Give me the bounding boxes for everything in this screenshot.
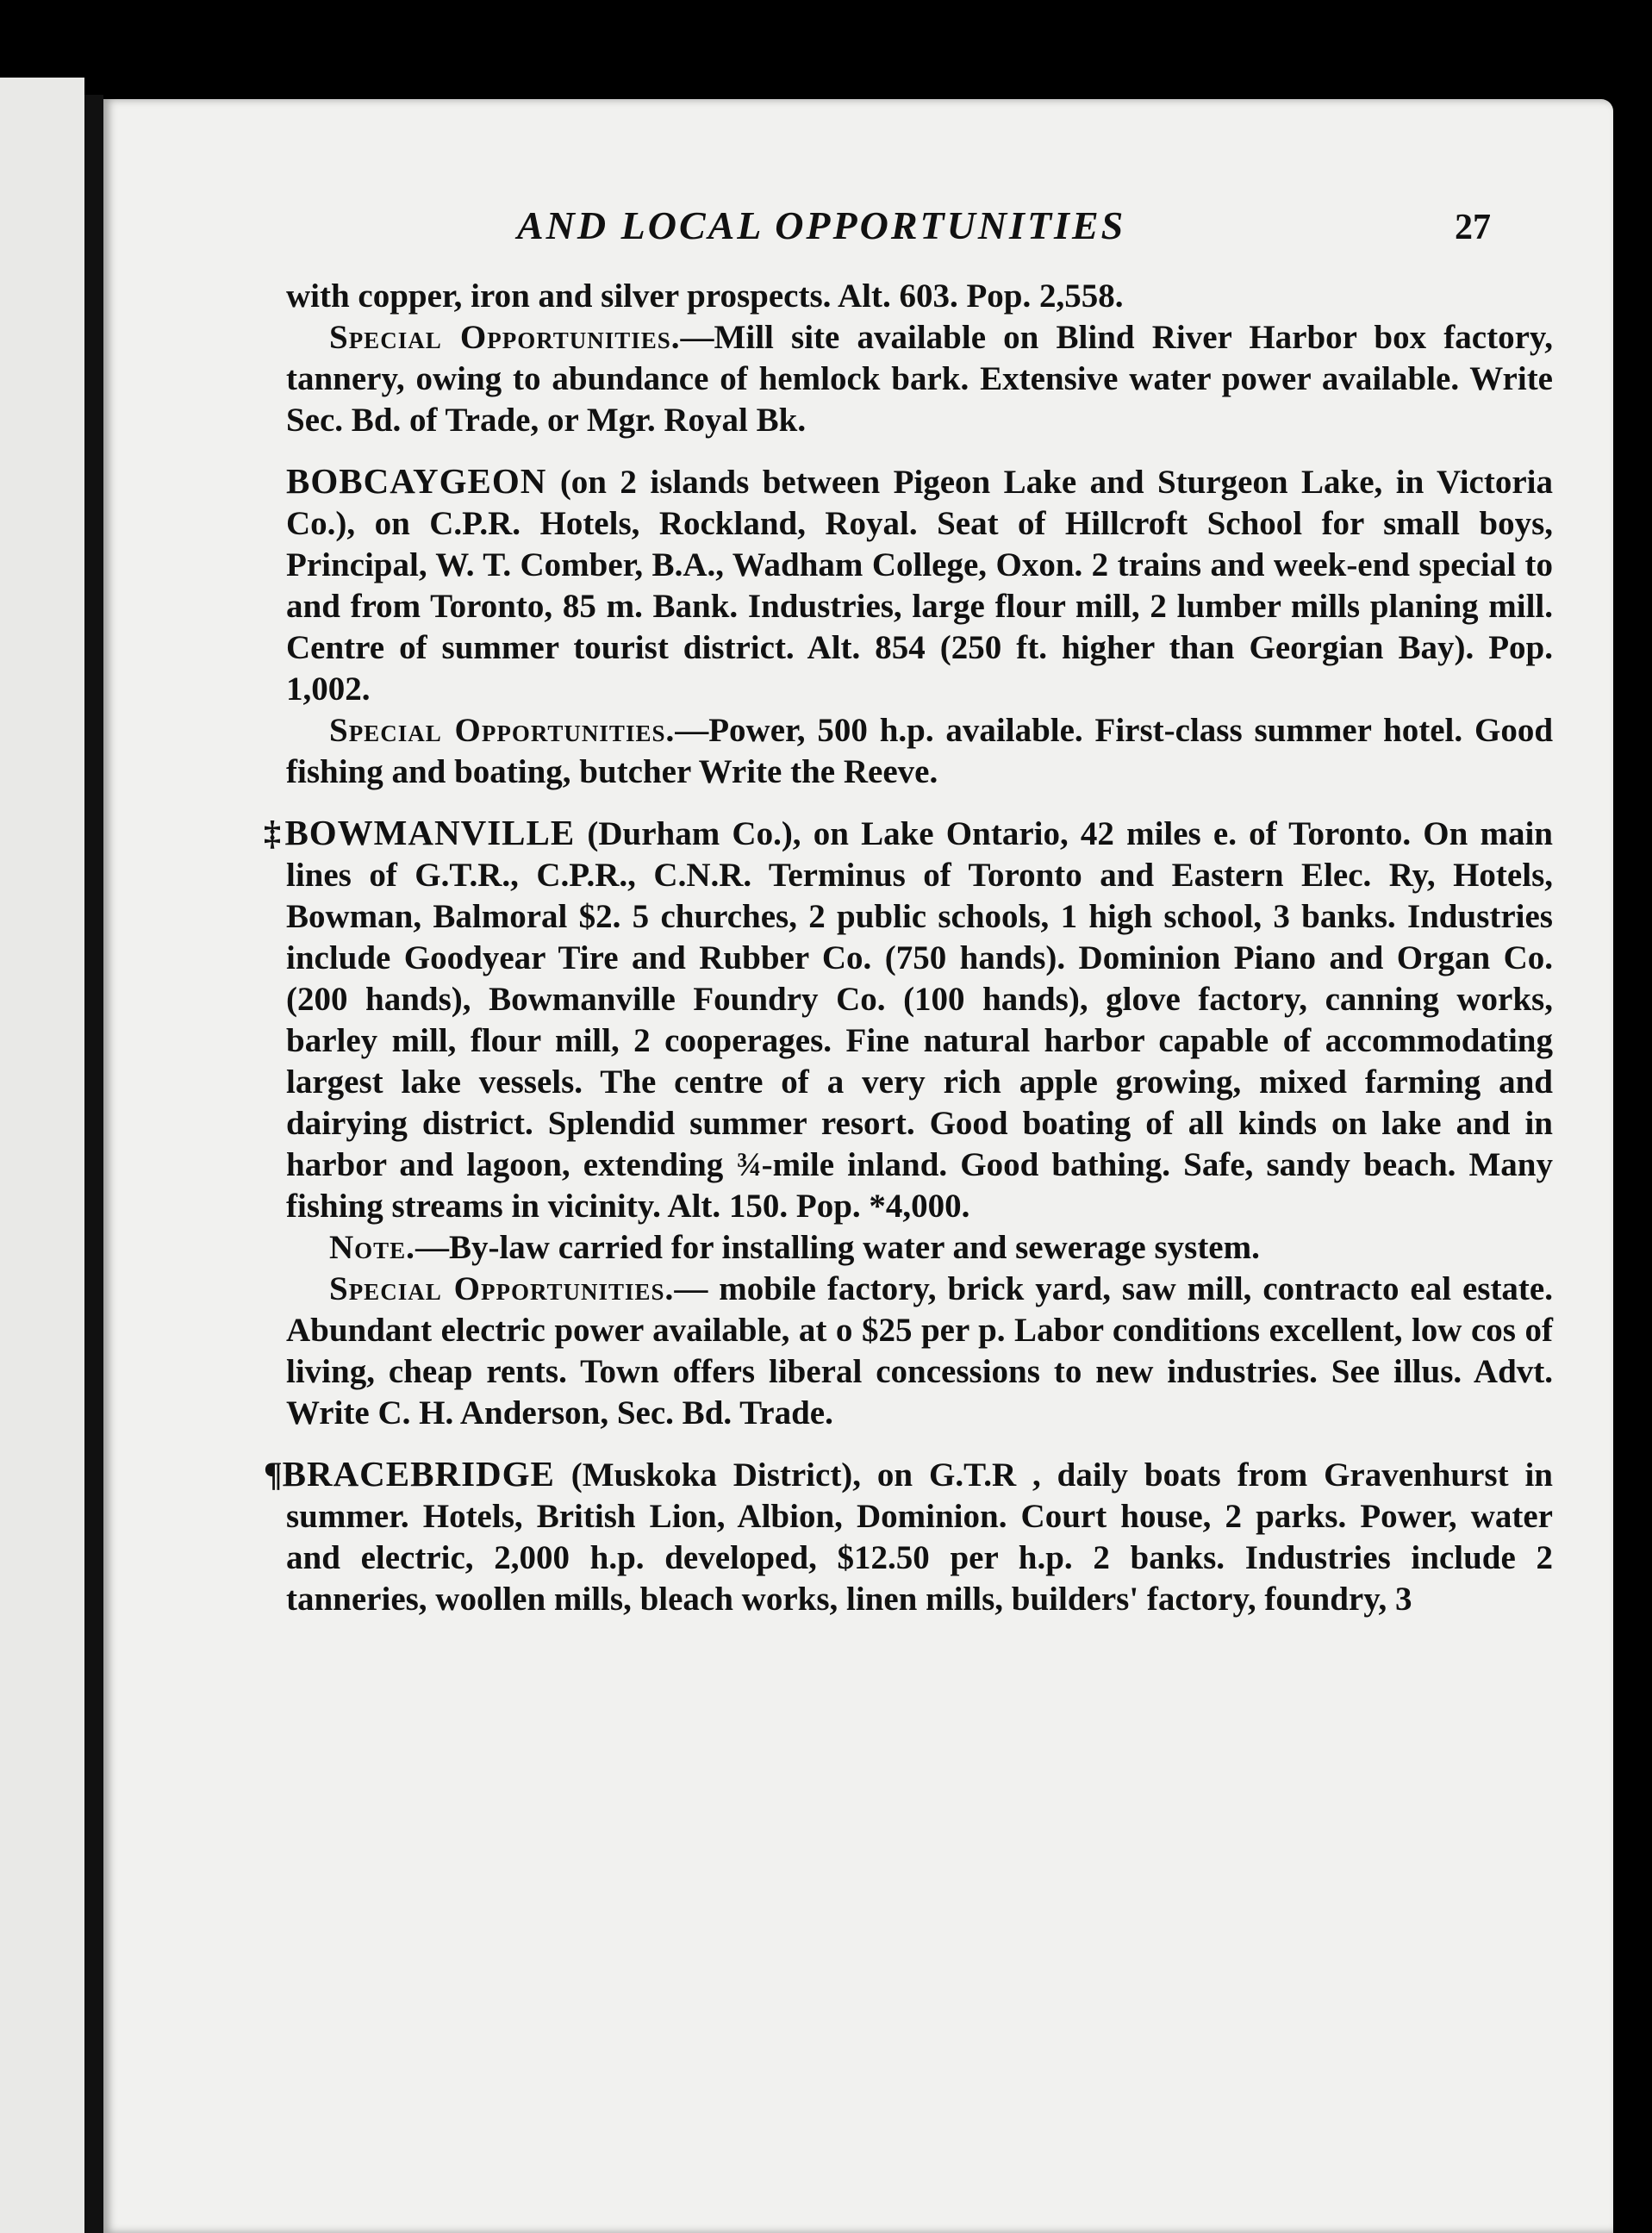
book-spine [84, 95, 103, 2233]
special-opportunities-paragraph: Special Opportunities.—Mill site available on Blind River Harbor box factory, tannery, owing to abundance of hemlock bark. Extensive water power available. Write Sec. Bd. of Trade, or Mgr. Royal Bk. [286, 319, 1553, 439]
bowmanville-special-opportunities: Special Opportunities.— mobile factory, brick yard, saw mill, contracto eal estate. Abundant electric power available, at o $25 per p. Labor conditions excellent, low cos of living, cheap rents. Town offers liberal concessions to new industries. See illus. Advt. Write C. H. Anderson, Sec. Bd. Trade. [286, 1270, 1553, 1431]
section-label: Note. [329, 1229, 415, 1266]
entry-bowmanville: ‡BOWMANVILLE (Durham Co.), on Lake Ontario, 42 miles e. of Toronto. On main lines of G.T.R., C.P.R., C.N.R. Terminus of Toronto and Eastern Elec. Ry, Hotels, Bowman, Balmoral $2. 5 churches, 2 public schools, 1 high school, 3 banks. Industries include Goodyear Tire and Rubber Co. (750 hands). Dominion Piano and Organ Co. (200 hands), Bowmanville Foundry Co. (100 hands), glove factory, canning works, barley mill, flour mill, 2 cooperages. Fine natural harbor capable of accommodating largest lake vessels. The centre of a very rich apple growing, mixed farming and dairying district. Splendid summer resort. Good boating of all kinds on lake and in harbor and lagoon, extending ¾-mile inland. Good bathing. Safe, sandy beach. Many fishing streams in vicinity. Alt. 150. Pop. *4,000. [264, 813, 1553, 1225]
page-number: 27 [1455, 208, 1491, 247]
town-name: BOBCAYGEON [286, 461, 547, 501]
town-name: BOWMANVILLE [284, 813, 576, 852]
bowmanville-note: Note.—By-law carried for installing water and sewerage system. [329, 1229, 1260, 1266]
bobcaygeon-special-opportunities: Special Opportunities.—Power, 500 h.p. available. First-class summer hotel. Good fishing and boating, butcher Write the Reeve. [286, 712, 1554, 790]
entry-bobcaygeon: BOBCAYGEON (on 2 islands between Pigeon Lake and Sturgeon Lake, in Victoria Co.), on C.P.R. Hotels, Rockland, Royal. Seat of Hillcroft School for small boys, Principal, W. T. Comber, B.A., Wadham College, Oxon. 2 trains and week-end special to and from Toronto, 85 m. Bank. Industries, large flour mill, 2 lumber mills planing mill. Centre of summer tourist district. Alt. 854 (250 ft. higher than Georgian Bay). Pop. 1,002. [286, 461, 1553, 708]
book-page [103, 99, 1613, 2233]
section-label: Special Opportunities. [329, 319, 681, 356]
running-head [517, 203, 1491, 248]
continued-paragraph: with copper, iron and silver prospects. Alt. 603. Pop. 2,558. [286, 278, 1124, 315]
pilcrow-mark: ¶ [264, 1455, 283, 1494]
entry-bracebridge: ¶BRACEBRIDGE (Muskoka District), on G.T.R , daily boats from Gravenhurst in summer. Hotels, British Lion, Albion, Dominion. Court house, 2 parks. Power, water and electric, 2,000 h.p. developed, $12.50 per h.p. 2 banks. Industries include 2 tanneries, woollen mills, bleach works, linen mills, builders' factory, foundry, 3 [264, 1454, 1553, 1618]
section-label: Special Opportunities. [329, 1270, 675, 1307]
section-label: Special Opportunities. [329, 712, 676, 749]
left-facing-page [0, 78, 84, 2233]
text-block [264, 276, 1554, 1620]
town-name: BRACEBRIDGE [282, 1454, 555, 1494]
running-title: AND LOCAL OPPORTUNITIES [517, 203, 1126, 247]
double-dagger-mark: ‡ [264, 814, 285, 852]
